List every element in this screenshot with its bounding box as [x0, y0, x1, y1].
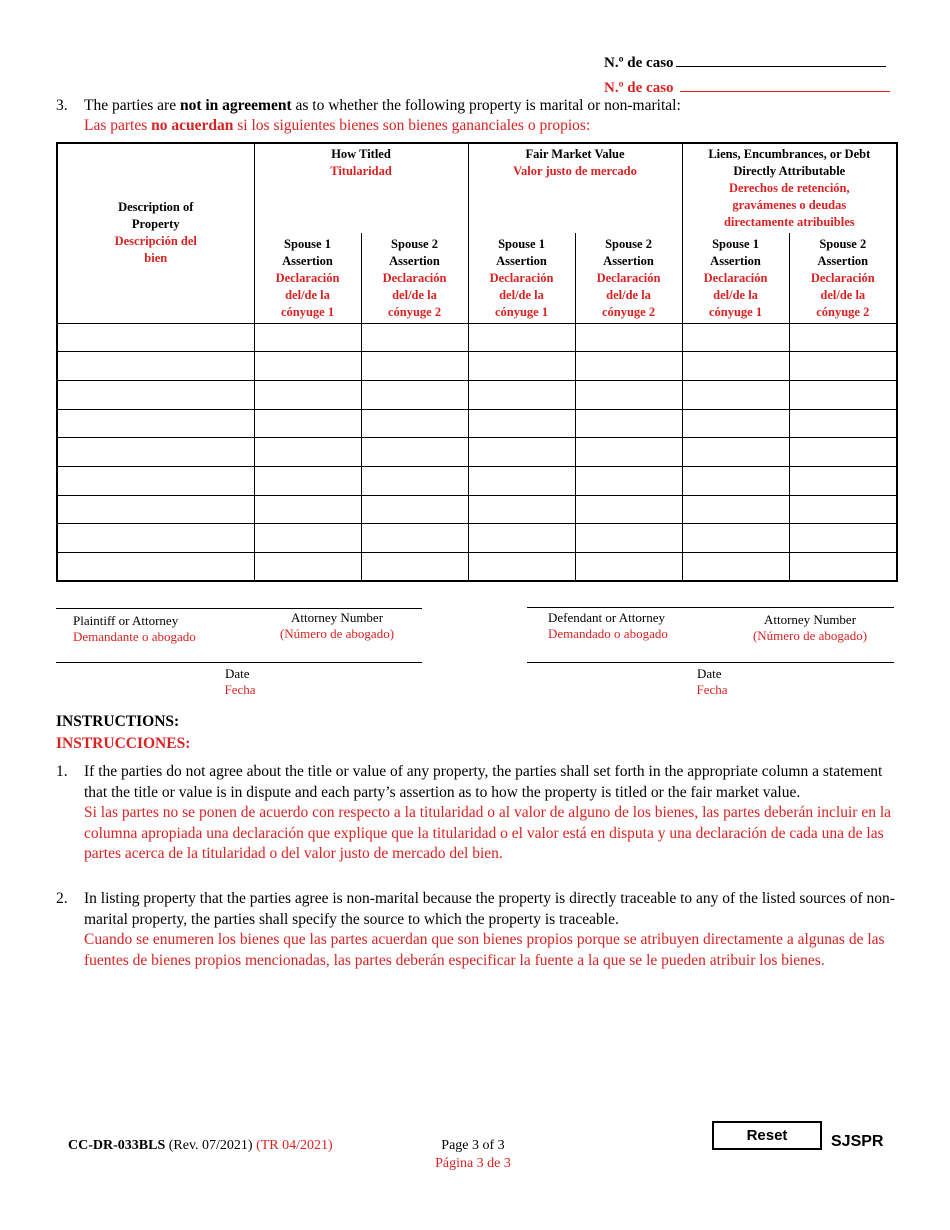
cell-liens-spouse2[interactable]: [789, 553, 897, 582]
table-row: [57, 409, 897, 438]
case-number-label-en: N.º de caso: [604, 55, 674, 71]
cell-description[interactable]: [57, 352, 254, 381]
cell-fmv-spouse2[interactable]: [575, 524, 682, 553]
cell-description[interactable]: [57, 553, 254, 582]
cell-fmv-spouse2[interactable]: [575, 466, 682, 495]
cell-description[interactable]: [57, 380, 254, 409]
cell-title-spouse1[interactable]: [254, 323, 361, 352]
cell-title-spouse2[interactable]: [361, 495, 468, 524]
page-number-es: Página 3 de 3: [435, 1156, 511, 1171]
defendant-date-line[interactable]: [527, 662, 894, 663]
cell-title-spouse2[interactable]: [361, 323, 468, 352]
table-row: [57, 323, 897, 352]
cell-fmv-spouse1[interactable]: [468, 553, 575, 582]
cell-title-spouse2[interactable]: [361, 438, 468, 467]
reset-button[interactable]: Reset: [712, 1121, 822, 1150]
defendant-date-label: Date Fecha: [696, 666, 728, 697]
cell-liens-spouse1[interactable]: [682, 524, 789, 553]
table-row: [57, 553, 897, 582]
header-liens-es: Derechos de retención, gravámenes o deudas directamente atribuibles: [723, 181, 855, 229]
instruction-1-en: If the parties do not agree about the title or value of any property, the parties shall set forth in the appropriate column a statement that the title or value is in dispute and each party’s assertion as to how the property is titled or the fair market value.: [84, 763, 883, 801]
instruction-2-en: In listing property that the parties agree is non-marital because the property is directly traceable to any of the listed sources of non-marital property, the parties shall specify the source to which the property is traceable.: [84, 890, 895, 928]
header-title-spouse1: Spouse 1 Assertion Declaración del/de la cónyuge 1: [254, 233, 361, 323]
cell-description[interactable]: [57, 524, 254, 553]
header-description-es: Descripción del bien: [114, 234, 197, 266]
item-3-text-es: Las partes no acuerdan si los siguientes bienes son bienes gananciales o propios:: [84, 117, 591, 134]
cell-fmv-spouse2[interactable]: [575, 409, 682, 438]
cell-liens-spouse1[interactable]: [682, 323, 789, 352]
header-fmv-es: Valor justo de mercado: [513, 164, 637, 178]
case-number-label-es: N.º de caso: [604, 80, 674, 96]
cell-title-spouse1[interactable]: [254, 380, 361, 409]
page-number-en: Page 3 of 3: [441, 1138, 505, 1153]
table-row: [57, 466, 897, 495]
cell-liens-spouse1[interactable]: [682, 352, 789, 381]
instruction-2: 2. In listing property that the parties agree is non-marital because the property is directly traceable to any of the listed sources of non-marital property, the parties shall specify the source to which the property is traceable. Cuando se enumeren los bienes que las partes acuerdan que son bienes propios porque se atribuyen directamente a algunas de las fuentes de bienes propios mencionadas, las partes deberán especificar la fuente a la que se le pueden atribuir los bienes.: [56, 889, 896, 971]
cell-fmv-spouse2[interactable]: [575, 323, 682, 352]
cell-liens-spouse2[interactable]: [789, 438, 897, 467]
header-liens-spouse1: Spouse 1 Assertion Declaración del/de la cónyuge 1: [682, 233, 789, 323]
header-description: [57, 143, 254, 323]
page-number: [412, 1137, 534, 1173]
cell-fmv-spouse1[interactable]: [468, 495, 575, 524]
header-fmv-spouse2: Spouse 2 Assertion Declaración del/de la cónyuge 2: [575, 233, 682, 323]
property-table-body: [57, 323, 897, 581]
cell-fmv-spouse1[interactable]: [468, 409, 575, 438]
cell-fmv-spouse1[interactable]: [468, 380, 575, 409]
table-row: [57, 524, 897, 553]
defendant-label-es: Demandado o abogado: [548, 626, 668, 641]
table-row: [57, 495, 897, 524]
cell-description[interactable]: [57, 409, 254, 438]
case-number-field-es[interactable]: [680, 78, 890, 92]
header-liens-spouse2: Spouse 2 Assertion Declaración del/de la cónyuge 2: [789, 233, 897, 323]
plaintiff-date-line[interactable]: [56, 662, 422, 663]
header-fmv-en: Fair Market Value: [525, 147, 625, 161]
defendant-signature-line[interactable]: [527, 607, 894, 608]
defendant-label: [548, 610, 668, 642]
cell-liens-spouse2[interactable]: [789, 495, 897, 524]
cell-liens-spouse2[interactable]: [789, 466, 897, 495]
header-title-spouse2: Spouse 2 Assertion Declaración del/de la cónyuge 2: [361, 233, 468, 323]
cell-title-spouse1[interactable]: [254, 524, 361, 553]
cell-description[interactable]: [57, 323, 254, 352]
case-number-row-es: [604, 78, 890, 97]
plaintiff-date-label: Date Fecha: [224, 666, 256, 697]
plaintiff-label-es: Demandante o abogado: [73, 629, 196, 644]
cell-title-spouse2[interactable]: [361, 553, 468, 582]
cell-title-spouse1[interactable]: [254, 438, 361, 467]
cell-liens-spouse1[interactable]: [682, 553, 789, 582]
header-liens-en: Liens, Encumbrances, or Debt Directly Attributable: [708, 147, 871, 178]
case-number-row-en: [604, 53, 886, 72]
cell-fmv-spouse1[interactable]: [468, 466, 575, 495]
cell-title-spouse1[interactable]: [254, 409, 361, 438]
cell-liens-spouse1[interactable]: [682, 409, 789, 438]
instruction-1-es: Si las partes no se ponen de acuerdo con respecto a la titularidad o al valor de alguno de los bienes, las partes deberán incluir en la columna apropiada una declaración que explique que la titularidad o el valor está en disputa y una declaración de cada una de las partes acerca de la titularidad o del valor justo de mercado del bien.: [84, 804, 892, 862]
table-row: [57, 438, 897, 467]
header-fair-market-value: [468, 143, 682, 233]
cell-liens-spouse2[interactable]: [789, 323, 897, 352]
instructions-heading-es: INSTRUCCIONES:: [56, 735, 191, 752]
header-how-titled-en: How Titled: [331, 147, 391, 161]
plaintiff-signature-line[interactable]: [56, 608, 422, 609]
cell-description[interactable]: [57, 438, 254, 467]
cell-title-spouse2[interactable]: [361, 524, 468, 553]
header-fmv-spouse1: Spouse 1 Assertion Declaración del/de la cónyuge 1: [468, 233, 575, 323]
cell-title-spouse2[interactable]: [361, 409, 468, 438]
item-3-text-en: The parties are not in agreement as to whether the following property is marital or non-marital:: [84, 97, 681, 114]
cell-liens-spouse2[interactable]: [789, 524, 897, 553]
cell-fmv-spouse1[interactable]: [468, 323, 575, 352]
table-row: [57, 380, 897, 409]
item-3: [56, 96, 916, 136]
cell-fmv-spouse2[interactable]: [575, 438, 682, 467]
header-how-titled-es: Titularidad: [330, 164, 392, 178]
defendant-attorney-number-label: Attorney Number (Número de abogado): [752, 612, 868, 643]
cell-title-spouse1[interactable]: [254, 466, 361, 495]
cell-title-spouse1[interactable]: [254, 495, 361, 524]
instructions-heading-en: INSTRUCTIONS:: [56, 713, 180, 730]
cell-fmv-spouse2[interactable]: [575, 352, 682, 381]
instruction-1: 1. If the parties do not agree about the title or value of any property, the parties shall set forth in the appropriate column a statement that the title or value is in dispute and each party’s assertion as to how the property is titled or the fair market value. Si las partes no se ponen de acuerdo con respecto a la titularidad o al valor de alguno de los bienes, las partes deberán incluir en la columna apropiada una declaración que explique que la titularidad o el valor está en disputa y una declaración de cada una de las partes acerca de la titularidad o del valor justo de mercado del bien.: [56, 762, 896, 865]
plaintiff-label: [73, 613, 196, 645]
cell-fmv-spouse2[interactable]: [575, 495, 682, 524]
cell-fmv-spouse2[interactable]: [575, 553, 682, 582]
cell-description[interactable]: [57, 495, 254, 524]
instruction-2-es: Cuando se enumeren los bienes que las partes acuerdan que son bienes propios porque se atribuyen directamente a algunas de las fuentes de bienes propios mencionadas, las partes deberán especificar la fuente a la que se le pueden atribuir los bienes.: [84, 931, 885, 969]
form-id: CC-DR-033BLS (Rev. 07/2021) (TR 04/2021): [68, 1138, 333, 1153]
cell-liens-spouse1[interactable]: [682, 495, 789, 524]
cell-title-spouse1[interactable]: [254, 352, 361, 381]
defendant-label-en: Defendant or Attorney: [548, 610, 665, 625]
header-description-en: Description of Property: [118, 200, 194, 232]
item-3-number: 3.: [56, 97, 68, 114]
cell-fmv-spouse1[interactable]: [468, 352, 575, 381]
court-code: SJSPR: [831, 1133, 884, 1150]
cell-title-spouse2[interactable]: [361, 352, 468, 381]
header-liens: [682, 143, 897, 233]
case-number-field[interactable]: [676, 53, 886, 67]
cell-liens-spouse2[interactable]: [789, 352, 897, 381]
property-table: [56, 142, 898, 582]
cell-fmv-spouse1[interactable]: [468, 438, 575, 467]
cell-title-spouse2[interactable]: [361, 466, 468, 495]
plaintiff-attorney-number-label: Attorney Number (Número de abogado): [279, 610, 395, 641]
cell-liens-spouse2[interactable]: [789, 380, 897, 409]
table-row: [57, 352, 897, 381]
cell-liens-spouse1[interactable]: [682, 380, 789, 409]
plaintiff-label-en: Plaintiff or Attorney: [73, 613, 179, 628]
header-how-titled: [254, 143, 468, 233]
cell-liens-spouse2[interactable]: [789, 409, 897, 438]
cell-fmv-spouse1[interactable]: [468, 524, 575, 553]
cell-liens-spouse1[interactable]: [682, 438, 789, 467]
cell-title-spouse2[interactable]: [361, 380, 468, 409]
cell-title-spouse1[interactable]: [254, 553, 361, 582]
cell-description[interactable]: [57, 466, 254, 495]
cell-fmv-spouse2[interactable]: [575, 380, 682, 409]
cell-liens-spouse1[interactable]: [682, 466, 789, 495]
